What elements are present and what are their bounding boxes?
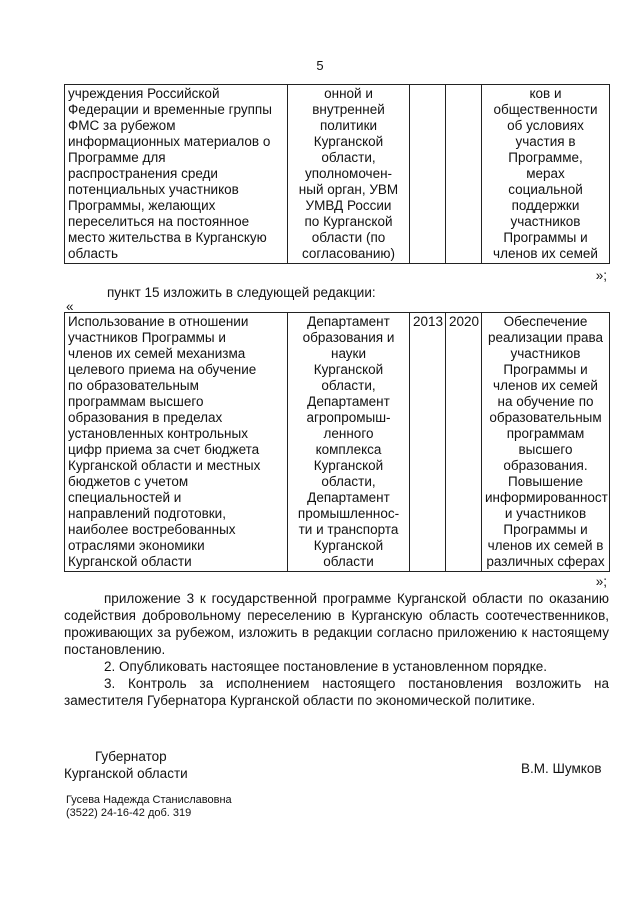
signature-name: В.М. Шумков <box>521 761 602 776</box>
table-cell-executor: онной и внутренней политики Курганской области, уполномочен- ный орган, УВМ УМВД России по Курганской области (по согласованию) <box>288 85 410 264</box>
page-number: 5 <box>316 58 324 73</box>
measures-table-item15 <box>64 312 610 572</box>
item15-intro: пункт 15 изложить в следующей редакции: <box>107 285 376 300</box>
signature-title-line2: Курганской области <box>64 766 188 781</box>
table-cell-result: ков и общественности об условиях участия в Программе, мерах социальной поддержки участников Программы и членов их семей <box>482 85 610 264</box>
paragraph-control: 3. Контроль за исполнением настоящего постановления возложить на заместителя Губернатора Курганской области по экономической политике. <box>64 676 609 708</box>
table-cell-start-year: 2013 <box>410 313 446 572</box>
closing-quote: »; <box>595 268 607 283</box>
executor-phone: (3522) 24-16-42 доб. 319 <box>66 807 192 819</box>
paragraph-publish: 2. Опубликовать настоящее постановление в установленном порядке. <box>104 659 548 674</box>
table-row <box>65 85 610 264</box>
measures-table-continuation <box>64 84 610 264</box>
table-cell-measure: учреждения Российской Федерации и временные группы ФМС за рубежом информационных материалов о Программе для распространения среди потенциальных участников Программы, желающих переселиться на постоянное место жительства в Курганскую область <box>65 85 288 264</box>
table-cell-end-year <box>446 85 482 264</box>
table-row <box>65 313 610 572</box>
table-cell-end-year: 2020 <box>446 313 482 572</box>
opening-quote: « <box>66 299 74 314</box>
signature-title-line1: Губернатор <box>95 749 167 764</box>
table-cell-start-year <box>410 85 446 264</box>
table-cell-executor: Департамент образования и науки Курганской области, Департамент агропромыш- ленного комплекса Курганской области, Департамент промышленнос- ти и транспорта Курганской области <box>288 313 410 572</box>
paragraph-annex: приложение 3 к государственной программе Курганской области по оказанию содействия добровольному переселению в Курганскую область соотечественников, проживающих за рубежом, изложить в редакции согласно приложению к настоящему постановлению. <box>64 591 609 657</box>
table-cell-result: Обеспечение реализации права участников Программы и членов их семей на обучение по образовательным программам высшего образования. Повышение информированност и участников Программы и членов их семей в различных сферах <box>482 313 610 572</box>
executor-name: Гусева Надежда Станиславовна <box>66 794 232 806</box>
closing-quote: »; <box>595 574 607 589</box>
table-cell-measure: Использование в отношении участников Программы и членов их семей механизма целевого приема на обучение по образовательным программам высшего образования в пределах установленных контрольных цифр приема за счет бюджета Курганской области и местных бюджетов с учетом специальностей и направлений подготовки, наиболее востребованных отраслями экономики Курганской области <box>65 313 288 572</box>
